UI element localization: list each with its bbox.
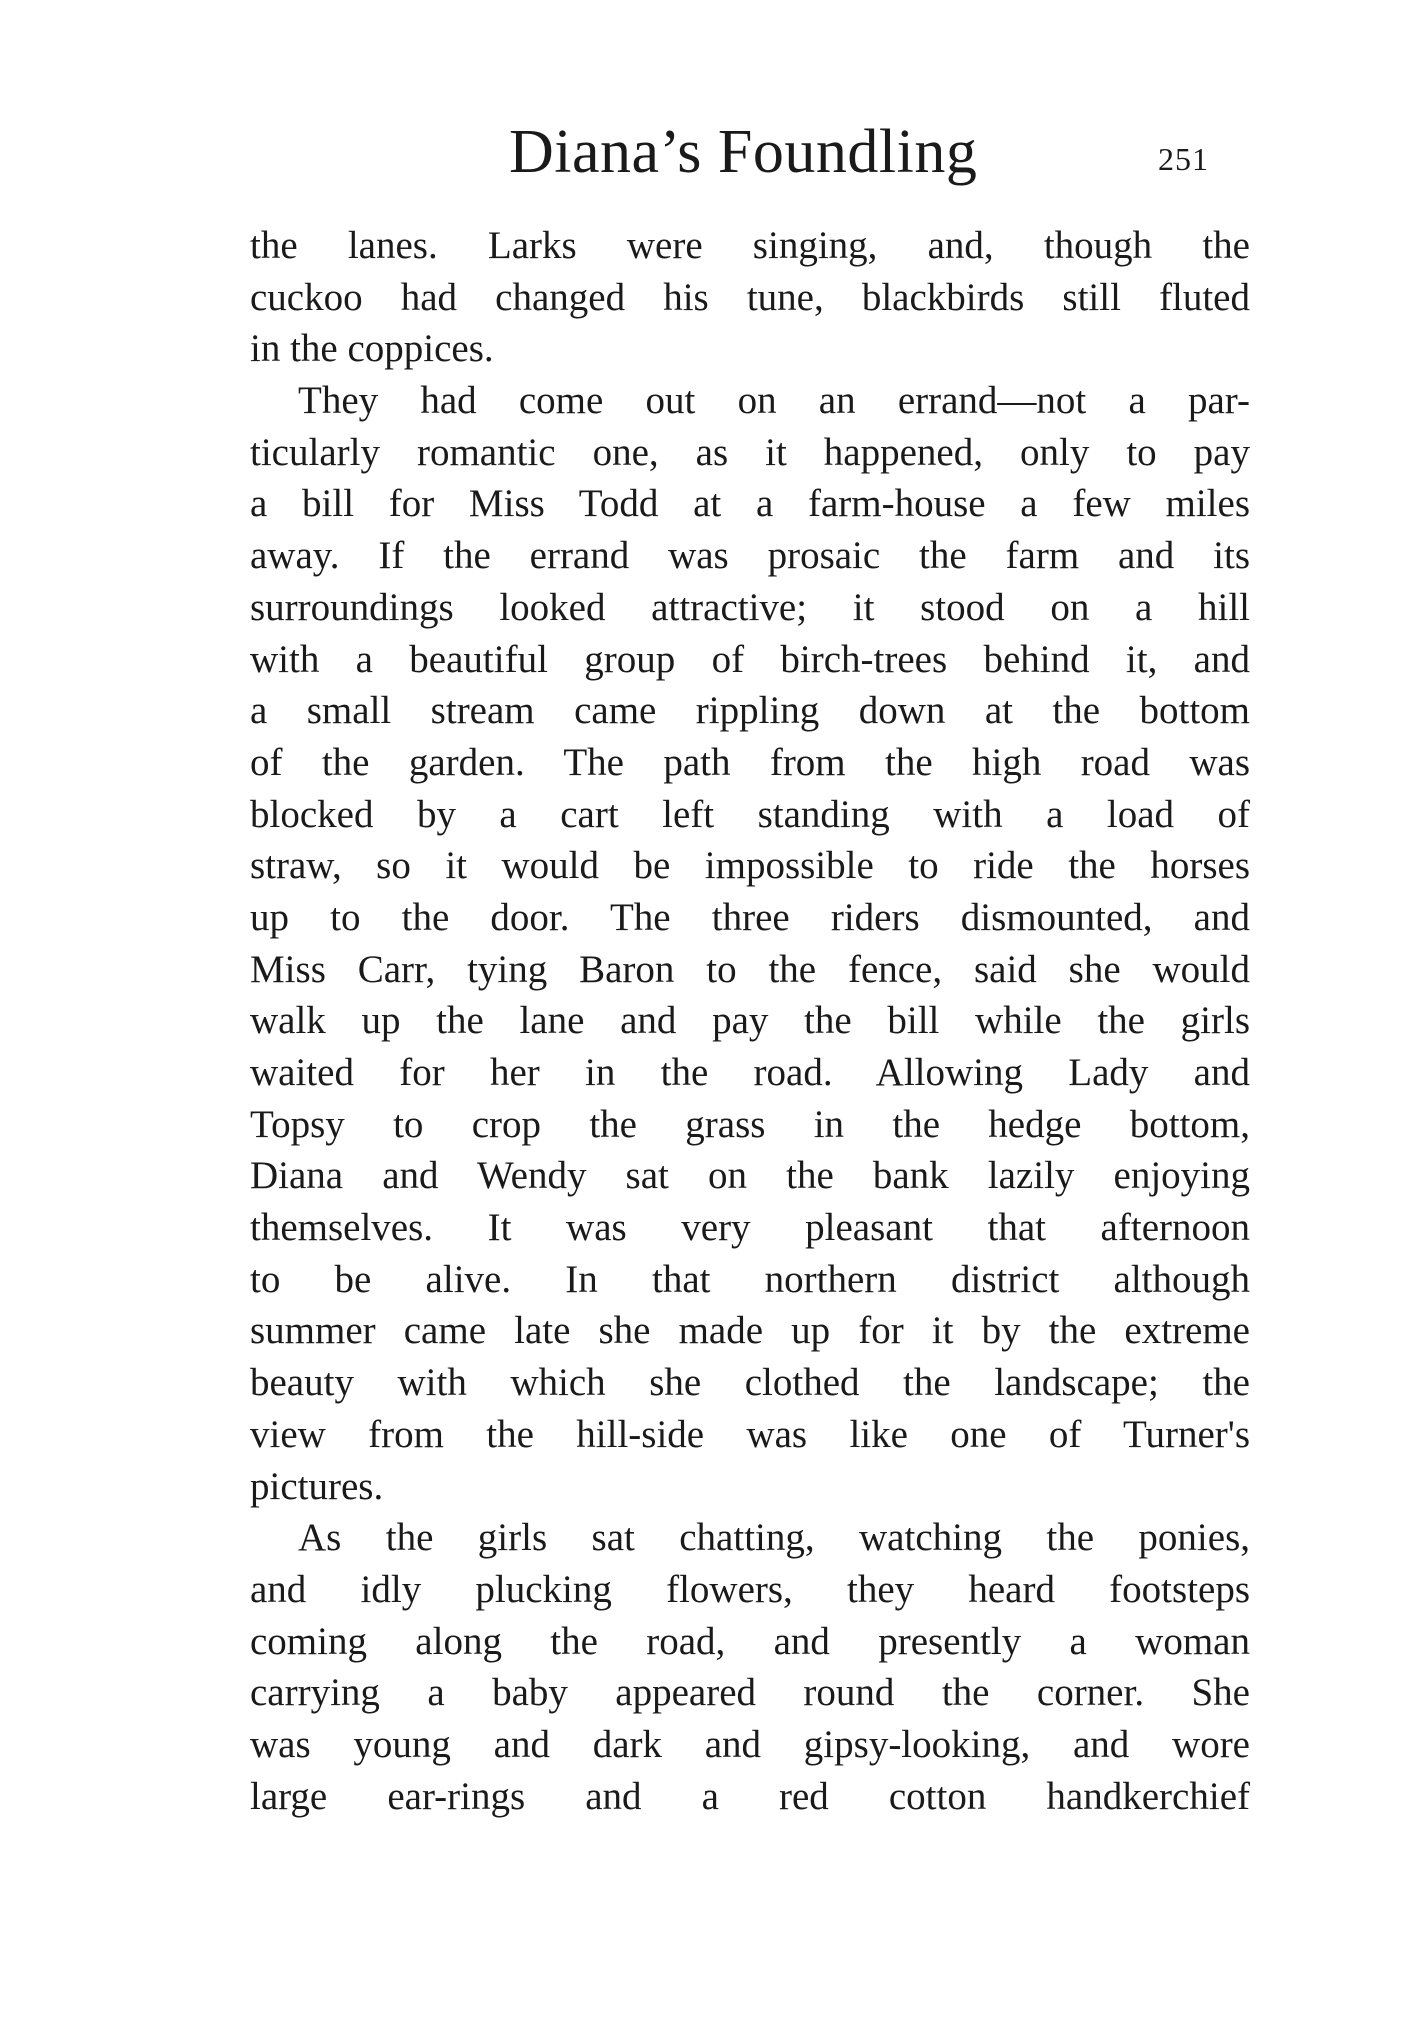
text-line: surroundings looked attractive; it stood on a hill	[250, 585, 1250, 629]
text-line: walk up the lane and pay the bill while the girls	[250, 999, 1250, 1043]
text-line: of the garden. The path from the high road was	[250, 740, 1250, 784]
text-line: Topsy to crop the grass in the hedge bottom,	[250, 1102, 1250, 1146]
text-line: waited for her in the road. Allowing Lady and	[250, 1051, 1250, 1094]
text-line: a bill for Miss Todd at a farm-house a few miles	[250, 482, 1250, 526]
text-line: themselves. It was very pleasant that afternoon	[250, 1206, 1250, 1250]
text-line: Miss Carr, tying Baron to the fence, said she would	[250, 947, 1250, 991]
text-line: coming along the road, and presently a woman	[250, 1619, 1250, 1663]
text-line: cuckoo had changed his tune, blackbirds still fluted	[250, 275, 1250, 319]
running-title: Diana’s Foundling	[509, 118, 978, 186]
text-line: in the coppices.	[250, 327, 494, 371]
text-line: up to the door. The three riders dismounted, and	[250, 895, 1250, 939]
text-line: ticularly romantic one, as it happened, only to pay	[250, 430, 1250, 474]
text-line: summer came late she made up for it by the extreme	[250, 1309, 1250, 1353]
text-line: view from the hill-side was like one of Turner's	[250, 1412, 1250, 1456]
text-line: carrying a baby appeared round the corner. She	[250, 1671, 1250, 1715]
text-line: the lanes. Larks were singing, and, though the	[250, 224, 1250, 267]
text-line: a small stream came rippling down at the bottom	[250, 689, 1250, 733]
text-line: blocked by a cart left standing with a load of	[250, 792, 1250, 836]
text-line: Diana and Wendy sat on the bank lazily enjoying	[250, 1154, 1250, 1198]
running-header	[0, 112, 1403, 192]
text-line: beauty with which she clothed the landscape; the	[250, 1361, 1250, 1405]
text-line: straw, so it would be impossible to ride the horses	[250, 844, 1250, 888]
text-line: pictures.	[250, 1464, 384, 1508]
text-line: large ear-rings and a red cotton handkerchief	[250, 1774, 1250, 1818]
text-line: was young and dark and gipsy-looking, and wore	[250, 1722, 1250, 1766]
page-number: 251	[1158, 141, 1209, 177]
body-text	[250, 220, 1250, 1822]
paragraph-first-line: As the girls sat chatting, watching the ponies,	[298, 1516, 1250, 1560]
text-line: and idly plucking flowers, they heard footsteps	[250, 1567, 1250, 1611]
text-line: away. If the errand was prosaic the farm and its	[250, 534, 1250, 578]
text-line: to be alive. In that northern district although	[250, 1257, 1250, 1301]
paragraph-first-line: They had come out on an errand—not a par-	[298, 379, 1250, 423]
text-line: with a beautiful group of birch-trees behind it, and	[250, 637, 1250, 681]
